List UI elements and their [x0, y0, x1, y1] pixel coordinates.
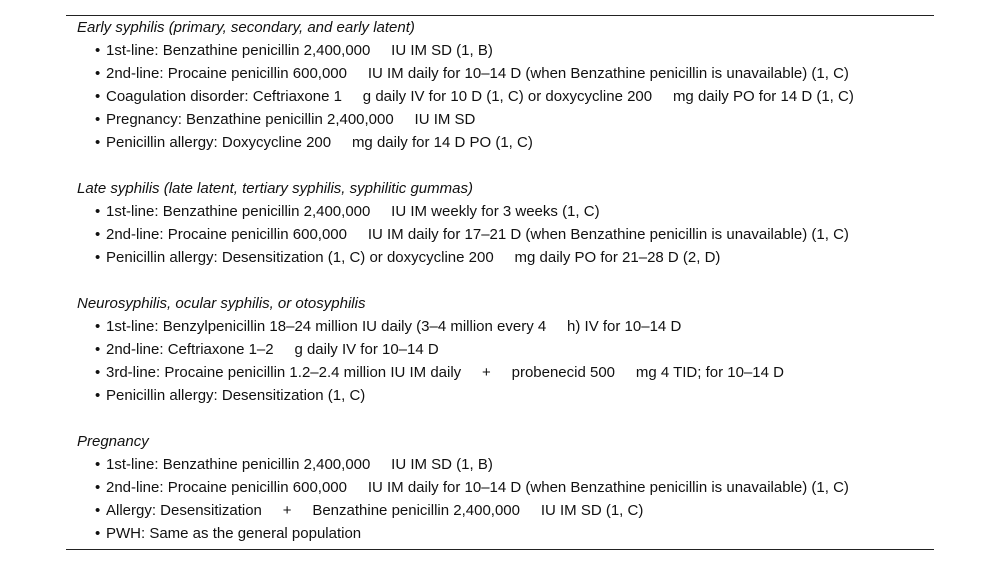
list-item — [77, 338, 927, 361]
list-item-text: PWH: Same as the general population — [106, 525, 362, 542]
list-item-text: 1st-line: Benzathine penicillin 2,400,000 IU IM SD (1, B) — [106, 42, 493, 59]
list-item-text: Penicillin allergy: Doxycycline 200 mg daily for 14 D PO (1, C) — [106, 134, 533, 151]
bullet-icon: • — [95, 502, 101, 519]
bullet-icon: • — [95, 134, 101, 151]
list-item — [77, 453, 927, 476]
list-item — [77, 476, 927, 499]
list-item-text: 2nd-line: Procaine penicillin 600,000 IU IM daily for 17–21 D (when Benzathine penicillin is unavailable) (1, C) — [106, 226, 849, 243]
list-item-text: Allergy: Desensitization + Benzathine penicillin 2,400,000 IU IM SD (1, C) — [106, 502, 644, 519]
bullet-icon: • — [95, 479, 101, 496]
bullet-icon: • — [95, 111, 101, 128]
section-heading-neurosyphilis: Neurosyphilis, ocular syphilis, or otosyphilis — [77, 295, 366, 312]
list-item — [77, 522, 927, 545]
list-item — [77, 62, 927, 85]
list-item — [77, 499, 927, 522]
list-item — [77, 108, 927, 131]
list-item-text: Coagulation disorder: Ceftriaxone 1 g daily IV for 10 D (1, C) or doxycycline 200 mg daily PO for 14 D (1, C) — [106, 88, 854, 105]
bullet-icon: • — [95, 387, 101, 404]
table-bottom-rule — [66, 549, 934, 550]
list-item — [77, 39, 927, 62]
bullet-icon: • — [95, 65, 101, 82]
list-item — [77, 85, 927, 108]
treatment-table — [77, 16, 927, 545]
bullet-icon: • — [95, 456, 101, 473]
list-item-text: 2nd-line: Procaine penicillin 600,000 IU IM daily for 10–14 D (when Benzathine penicillin is unavailable) (1, C) — [106, 65, 849, 82]
bullet-icon: • — [95, 364, 101, 381]
list-item-text: 1st-line: Benzathine penicillin 2,400,000 IU IM weekly for 3 weeks (1, C) — [106, 203, 600, 220]
bullet-icon: • — [95, 525, 101, 542]
list-item-text: Penicillin allergy: Desensitization (1, C) — [106, 387, 366, 404]
section-spacer — [77, 154, 927, 177]
bullet-icon: • — [95, 88, 101, 105]
bullet-icon: • — [95, 42, 101, 59]
bullet-icon: • — [95, 226, 101, 243]
list-item-text: 2nd-line: Ceftriaxone 1–2 g daily IV for 10–14 D — [106, 341, 439, 358]
list-item — [77, 223, 927, 246]
list-item — [77, 384, 927, 407]
list-item-text: Pregnancy: Benzathine penicillin 2,400,000 IU IM SD — [106, 111, 476, 128]
list-item — [77, 246, 927, 269]
bullet-icon: • — [95, 203, 101, 220]
list-item-text: 3rd-line: Procaine penicillin 1.2–2.4 million IU IM daily + probenecid 500 mg 4 TID; for 10–14 D — [106, 364, 784, 381]
list-item-text: 1st-line: Benzathine penicillin 2,400,000 IU IM SD (1, B) — [106, 456, 493, 473]
bullet-icon: • — [95, 318, 101, 335]
section-heading-early-syphilis: Early syphilis (primary, secondary, and early latent) — [77, 19, 415, 36]
list-item-text: 2nd-line: Procaine penicillin 600,000 IU IM daily for 10–14 D (when Benzathine penicillin is unavailable) (1, C) — [106, 479, 849, 496]
bullet-icon: • — [95, 341, 101, 358]
section-spacer — [77, 407, 927, 430]
section-heading-pregnancy: Pregnancy — [77, 433, 149, 450]
bullet-icon: • — [95, 249, 101, 266]
section-heading-late-syphilis: Late syphilis (late latent, tertiary syphilis, syphilitic gummas) — [77, 180, 473, 197]
section-spacer — [77, 269, 927, 292]
list-item — [77, 315, 927, 338]
list-item-text: 1st-line: Benzylpenicillin 18–24 million IU daily (3–4 million every 4 h) IV for 10–14 D — [106, 318, 682, 335]
list-item-text: Penicillin allergy: Desensitization (1, C) or doxycycline 200 mg daily PO for 21–28 D (2, D) — [106, 249, 721, 266]
list-item — [77, 361, 927, 384]
list-item — [77, 131, 927, 154]
list-item — [77, 200, 927, 223]
